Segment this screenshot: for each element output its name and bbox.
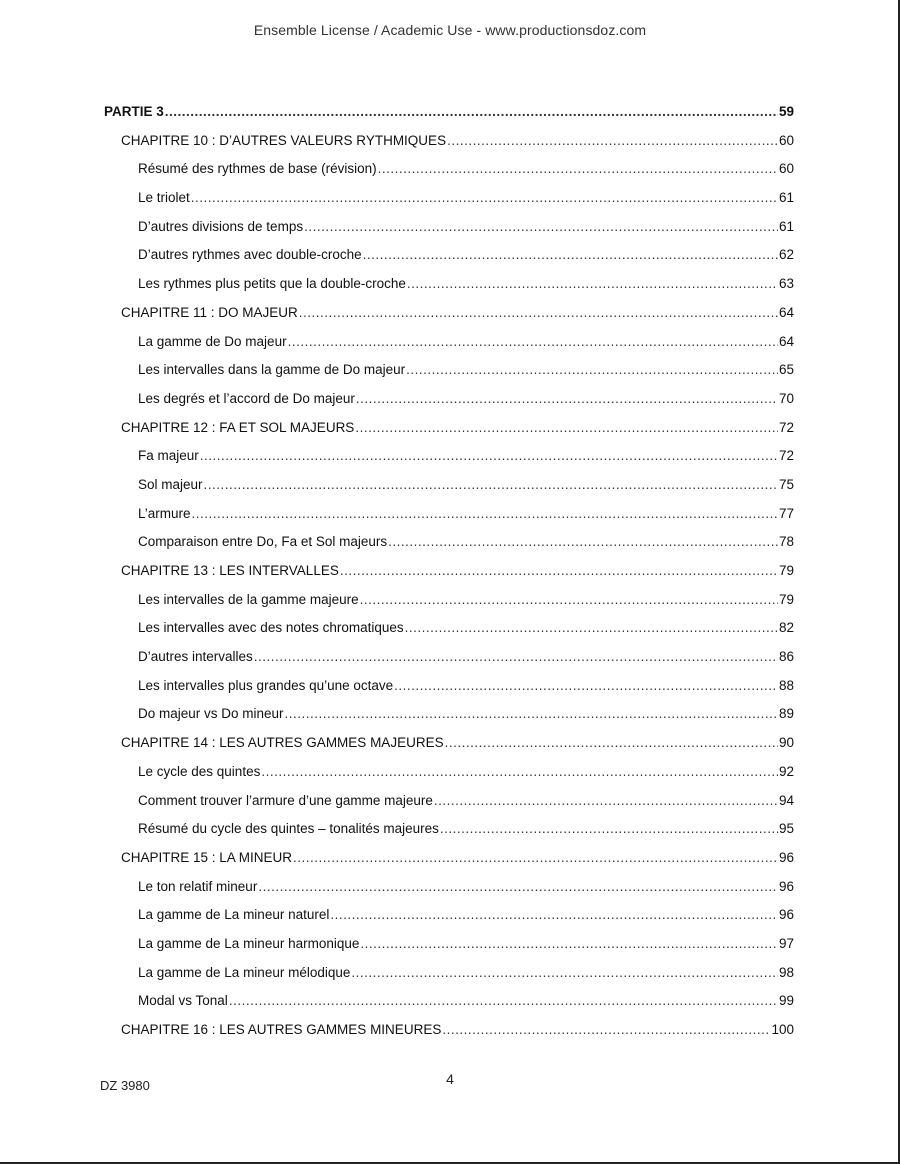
toc-entry-page: 61 bbox=[778, 218, 794, 234]
toc-chapter-entry[interactable] bbox=[104, 850, 794, 879]
dot-leader bbox=[351, 965, 778, 980]
dot-leader bbox=[299, 305, 778, 320]
toc-entry-page: 99 bbox=[778, 993, 794, 1009]
toc-entry-page: 96 bbox=[778, 849, 794, 865]
toc-entry-page: 90 bbox=[778, 735, 794, 751]
toc-section-entry[interactable] bbox=[104, 879, 794, 908]
toc-section-entry[interactable] bbox=[104, 764, 794, 793]
toc-chapter-entry[interactable] bbox=[104, 305, 794, 334]
toc-entry-page: 64 bbox=[778, 333, 794, 349]
toc-entry-page: 79 bbox=[778, 591, 794, 607]
dot-leader bbox=[200, 448, 778, 463]
table-of-contents bbox=[104, 104, 794, 1051]
toc-entry-page: 100 bbox=[771, 1022, 794, 1037]
dot-leader bbox=[165, 104, 778, 119]
toc-chapter-entry[interactable] bbox=[104, 563, 794, 592]
toc-section-entry[interactable] bbox=[104, 276, 794, 305]
toc-entry-page: 59 bbox=[778, 104, 794, 119]
toc-entry-title: Fa majeur bbox=[138, 448, 199, 464]
toc-section-entry[interactable] bbox=[104, 936, 794, 965]
dot-leader bbox=[204, 477, 778, 492]
toc-section-entry[interactable] bbox=[104, 362, 794, 391]
dot-leader bbox=[192, 506, 778, 521]
dot-leader bbox=[442, 1022, 770, 1037]
toc-entry-title: CHAPITRE 11 : DO MAJEUR bbox=[121, 304, 298, 320]
toc-section-entry[interactable] bbox=[104, 534, 794, 563]
toc-section-entry[interactable] bbox=[104, 391, 794, 420]
toc-entry-title: Les intervalles plus grandes qu’une octave bbox=[138, 677, 394, 693]
dot-leader bbox=[447, 133, 778, 148]
toc-section-entry[interactable] bbox=[104, 907, 794, 936]
toc-entry-title: Le ton relatif mineur bbox=[138, 878, 258, 894]
toc-entry-title: L’armure bbox=[138, 505, 191, 521]
toc-section-entry[interactable] bbox=[104, 477, 794, 506]
dot-leader bbox=[258, 879, 778, 894]
toc-entry-page: 98 bbox=[778, 964, 794, 980]
toc-section-entry[interactable] bbox=[104, 334, 794, 363]
dot-leader bbox=[191, 190, 778, 205]
dot-leader bbox=[261, 764, 778, 779]
toc-entry-title: D’autres intervalles bbox=[138, 649, 253, 665]
toc-entry-title: D’autres divisions de temps bbox=[138, 218, 304, 234]
toc-entry-title: CHAPITRE 10 : D’AUTRES VALEURS RYTHMIQUES bbox=[121, 132, 447, 148]
toc-section-entry[interactable] bbox=[104, 190, 794, 219]
toc-entry-title: Modal vs Tonal bbox=[138, 993, 228, 1009]
toc-entry-title: PARTIE 3 bbox=[104, 104, 164, 119]
dot-leader bbox=[355, 420, 778, 435]
toc-chapter-entry[interactable] bbox=[104, 420, 794, 449]
toc-entry-title: Résumé du cycle des quintes – tonalités majeures bbox=[138, 821, 439, 837]
toc-entry-title: Les intervalles de la gamme majeure bbox=[138, 591, 359, 607]
toc-entry-page: 62 bbox=[778, 247, 794, 263]
toc-entry-page: 60 bbox=[778, 132, 794, 148]
toc-chapter-entry[interactable] bbox=[104, 735, 794, 764]
toc-section-entry[interactable] bbox=[104, 993, 794, 1022]
toc-entry-title: D’autres rythmes avec double-croche bbox=[138, 247, 362, 263]
dot-leader bbox=[293, 850, 778, 865]
toc-section-entry[interactable] bbox=[104, 247, 794, 276]
toc-entry-page: 95 bbox=[778, 821, 794, 837]
dot-leader bbox=[363, 247, 778, 262]
toc-entry-page: 77 bbox=[778, 505, 794, 521]
toc-section-entry[interactable] bbox=[104, 506, 794, 535]
toc-entry-page: 96 bbox=[778, 878, 794, 894]
toc-entry-title: Comparaison entre Do, Fa et Sol majeurs bbox=[138, 534, 388, 550]
dot-leader bbox=[360, 592, 778, 607]
toc-entry-title: Les degrés et l’accord de Do majeur bbox=[138, 390, 355, 406]
toc-entry-title: CHAPITRE 12 : FA ET SOL MAJEURS bbox=[121, 419, 355, 435]
page-number: 4 bbox=[446, 1071, 454, 1087]
toc-section-entry[interactable] bbox=[104, 678, 794, 707]
toc-entry-page: 89 bbox=[778, 706, 794, 722]
toc-chapter-entry[interactable] bbox=[104, 1022, 794, 1051]
toc-entry-title: CHAPITRE 16 : LES AUTRES GAMMES MINEURES bbox=[121, 1022, 442, 1037]
toc-chapter-entry[interactable] bbox=[104, 133, 794, 162]
toc-entry-title: La gamme de Do majeur bbox=[138, 333, 287, 349]
toc-section-entry[interactable] bbox=[104, 219, 794, 248]
toc-section-entry[interactable] bbox=[104, 448, 794, 477]
toc-entry-page: 94 bbox=[778, 792, 794, 808]
toc-entry-page: 86 bbox=[778, 649, 794, 665]
toc-entry-title: Résumé des rythmes de base (révision) bbox=[138, 161, 377, 177]
toc-entry-page: 75 bbox=[778, 476, 794, 492]
document-code: DZ 3980 bbox=[100, 1078, 150, 1093]
toc-entry-page: 79 bbox=[778, 563, 794, 578]
toc-entry-page: 88 bbox=[778, 677, 794, 693]
dot-leader bbox=[405, 620, 778, 635]
toc-entry-page: 61 bbox=[778, 190, 794, 206]
toc-entry-title: La gamme de La mineur harmonique bbox=[138, 935, 360, 951]
toc-entry-title: Sol majeur bbox=[138, 476, 203, 492]
license-header: Ensemble License / Academic Use - www.productionsdoz.com bbox=[253, 22, 647, 38]
dot-leader bbox=[254, 649, 778, 664]
toc-entry-page: 70 bbox=[778, 390, 794, 406]
dot-leader bbox=[288, 334, 778, 349]
dot-leader bbox=[304, 219, 778, 234]
toc-section-entry[interactable] bbox=[104, 821, 794, 850]
toc-entry-title: Le triolet bbox=[138, 190, 190, 206]
toc-entry-title: Les rythmes plus petits que la double-croche bbox=[138, 276, 406, 292]
dot-leader bbox=[434, 793, 778, 808]
dot-leader bbox=[388, 534, 778, 549]
toc-entry-page: 63 bbox=[778, 276, 794, 292]
dot-leader bbox=[330, 907, 778, 922]
toc-entry-title: Les intervalles dans la gamme de Do majeur bbox=[138, 362, 406, 378]
toc-entry-title: La gamme de La mineur naturel bbox=[138, 907, 330, 923]
toc-entry-page: 65 bbox=[778, 362, 794, 378]
toc-entry-title: Do majeur vs Do mineur bbox=[138, 706, 284, 722]
toc-section-entry[interactable] bbox=[104, 965, 794, 994]
toc-entry-page: 72 bbox=[778, 419, 794, 435]
dot-leader bbox=[340, 563, 778, 578]
dot-leader bbox=[406, 362, 778, 377]
toc-section-entry[interactable] bbox=[104, 793, 794, 822]
toc-entry-page: 72 bbox=[778, 448, 794, 464]
toc-entry-title: CHAPITRE 13 : LES INTERVALLES bbox=[121, 563, 339, 578]
dot-leader bbox=[445, 735, 778, 750]
toc-entry-page: 97 bbox=[778, 935, 794, 951]
toc-entry-title: Le cycle des quintes bbox=[138, 763, 261, 779]
toc-entry-page: 78 bbox=[778, 534, 794, 550]
toc-entry-page: 82 bbox=[778, 620, 794, 636]
toc-entry-page: 92 bbox=[778, 763, 794, 779]
dot-leader bbox=[229, 993, 778, 1008]
toc-entry-title: CHAPITRE 14 : LES AUTRES GAMMES MAJEURES bbox=[121, 735, 444, 751]
toc-entry-page: 64 bbox=[778, 304, 794, 320]
dot-leader bbox=[378, 161, 778, 176]
toc-entry-title: La gamme de La mineur mélodique bbox=[138, 964, 351, 980]
dot-leader bbox=[394, 678, 778, 693]
toc-entry-page: 96 bbox=[778, 907, 794, 923]
toc-entry-title: CHAPITRE 15 : LA MINEUR bbox=[121, 849, 293, 865]
toc-part-entry[interactable] bbox=[104, 104, 794, 133]
dot-leader bbox=[440, 821, 778, 836]
toc-section-entry[interactable] bbox=[104, 620, 794, 649]
dot-leader bbox=[407, 276, 778, 291]
toc-entry-title: Comment trouver l’armure d’une gamme majeure bbox=[138, 792, 433, 808]
toc-section-entry[interactable] bbox=[104, 649, 794, 678]
toc-section-entry[interactable] bbox=[104, 161, 794, 190]
toc-section-entry[interactable] bbox=[104, 706, 794, 735]
toc-entry-title: Les intervalles avec des notes chromatiques bbox=[138, 620, 404, 636]
dot-leader bbox=[360, 936, 778, 951]
dot-leader bbox=[356, 391, 778, 406]
dot-leader bbox=[285, 706, 778, 721]
toc-entry-page: 60 bbox=[778, 161, 794, 177]
toc-section-entry[interactable] bbox=[104, 592, 794, 621]
